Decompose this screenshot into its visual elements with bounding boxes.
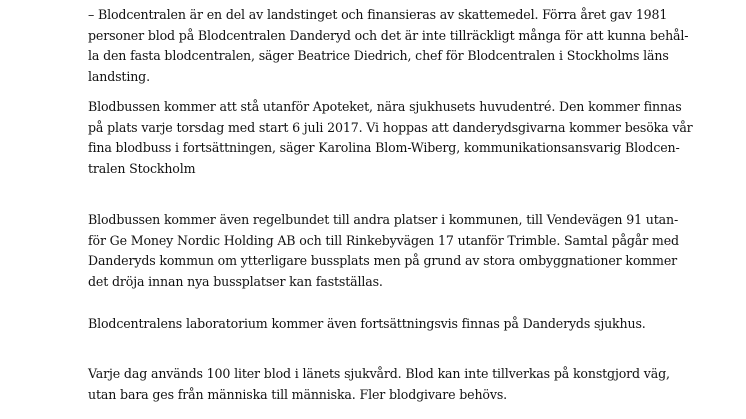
paragraph-blood-need xyxy=(88,364,668,405)
text-line: fina blodbuss i fortsättningen, säger Karolina Blom-Wiberg, kommunikationsansvarig Blodcen- xyxy=(88,140,680,156)
text-line: det dröja innan nya bussplatser kan fastställas. xyxy=(88,273,383,289)
text-line: landsting. xyxy=(88,68,150,84)
paragraph-quote-diedrich xyxy=(88,5,689,87)
paragraph-laboratory xyxy=(88,314,668,335)
text-line: Blodcentralens laboratorium kommer även fortsättningsvis finnas på Danderyds sjukhus. xyxy=(88,316,646,331)
text-line: – Blodcentralen är en del av landstinget och finansieras av skattemedel. Förra året gav 1981 xyxy=(88,7,668,22)
paragraph-other-locations xyxy=(88,210,679,292)
text-line: tralen Stockholm xyxy=(88,160,196,176)
text-line: Blodbussen kommer även regelbundet till andra platser i kommunen, till Vendevägen 91 utan- xyxy=(88,212,679,227)
text-line: la den fasta blodcentralen, säger Beatrice Diedrich, chef för Blodcentralen i Stockholms läns xyxy=(88,48,669,64)
paragraph-blodbussen-location xyxy=(88,97,693,179)
text-line: Varje dag används 100 liter blod i länets sjukvård. Blod kan inte tillverkas på konstgjord väg, xyxy=(88,366,670,381)
text-line: Blodbussen kommer att stå utanför Apoteket, nära sjukhusets huvudentré. Den kommer finnas xyxy=(88,99,682,114)
text-line: utan bara ges från människa till människa. Fler blodgivare behövs. xyxy=(88,386,507,402)
text-line: Danderyds kommun om ytterligare bussplats men på grund av stora ombyggnationer kommer xyxy=(88,253,678,269)
text-line: på plats varje torsdag med start 6 juli 2017. Vi hoppas att danderydsgivarna kommer besöka vår xyxy=(88,119,693,135)
text-line: personer blod på Blodcentralen Danderyd och det är inte tillräckligt många för att kunna behål- xyxy=(88,27,689,43)
text-line: för Ge Money Nordic Holding AB och till Rinkebyvägen 17 utanför Trimble. Samtal pågår med xyxy=(88,232,679,248)
